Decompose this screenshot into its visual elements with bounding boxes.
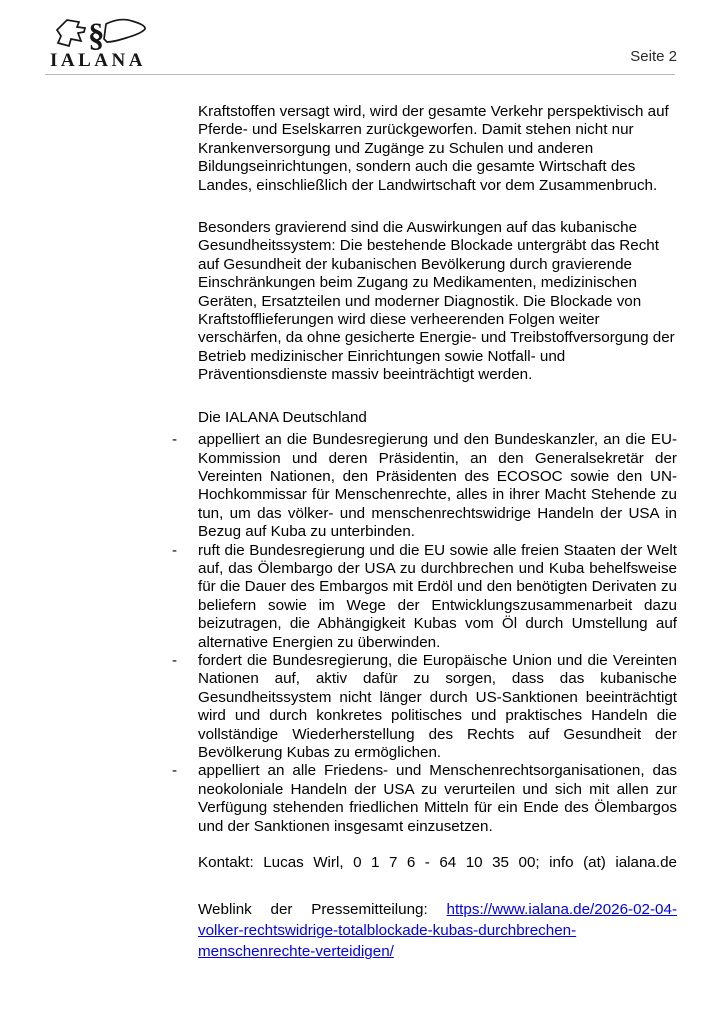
list-dash-marker: - bbox=[172, 651, 178, 669]
list-item-text: fordert die Bundesregierung, die Europäische Union und die Vereinten Nationen auf, aktiv dafür zu sorgen, dass das kubanische Gesundheitssystem nicht länger durch US-Sanktionen beeinträchtigt wird und durch konkretes politisches und praktisches Handeln die vollständige Wiederherstellung des Rechts auf Gesundheit der Bevölkerung Kubas zu ermöglichen. bbox=[198, 651, 677, 761]
logo-org-name: IALANA bbox=[50, 50, 146, 71]
demands-list bbox=[172, 431, 677, 836]
page-number-label: Seite 2 bbox=[630, 48, 677, 65]
list-item bbox=[172, 541, 677, 652]
body-paragraph: Besonders gravierend sind die Auswirkungen auf das kubanische Gesundheitssystem: Die bestehende Blockade untergräbt das Recht auf Gesundheit der kubanischen Bevölkerung durch gravierende Einschränkungen beim Zugang zu Medikamenten, medizinischen Geräten, Ersatzteilen und moderner Diagnostik. Die Blockade von Kraftstofflieferungen wird diese verheerenden Folgen weiter verschärfen, da ohne gesicherte Energie- und Treibstoffversorgung der Betrieb medizinischer Einrichtungen sowie Notfall- und Präventionsdienste massiv beeinträchtigt werden. bbox=[198, 219, 675, 384]
contact-line: Kontakt: Lucas Wirl, 0 1 7 6 - 64 10 35 00; info (at) ialana.de bbox=[198, 854, 677, 872]
list-dash-marker: - bbox=[172, 762, 178, 780]
list-item-text: ruft die Bundesregierung und die EU sowie alle freien Staaten der Welt auf, das Ölembargo der USA zu durchbrechen und Kuba behelfsweise für die Dauer des Embargos mit Erdöl und den benötigten Derivaten zu beliefern sowie im Wege der Entwicklungszusammenarbeit dazu beizutragen, die Abhängigkeit Kubas vom Öl durch Umstellung auf alternative Energien zu überwinden. bbox=[198, 541, 677, 651]
list-item-text: appelliert an die Bundesregierung und den Bundeskanzler, an die EU-Kommission und deren Präsidentin, an den Generalsekretär der Vereinten Nationen, den Präsidenten des ECOSOC sowie den UN-Hochkommissar für Menschenrechte, alles in ihrer Macht Stehende zu tun, um das völker- und menschenrechtswidrige Handeln der USA in Bezug auf Kuba zu unterbinden. bbox=[198, 431, 677, 541]
list-item-text: appelliert an alle Friedens- und Menschenrechtsorganisationen, das neokoloniale Handeln der USA zu verurteilen und sich mit allen zur Verfügung stehenden friedlichen Mitteln für ein Ende des Ölembargos und der Sanktionen insgesamt einzusetzen. bbox=[198, 762, 677, 835]
list-intro: Die IALANA Deutschland bbox=[198, 408, 367, 426]
svg-text:§: § bbox=[88, 18, 105, 54]
body-paragraph: Kraftstoffen versagt wird, wird der gesamte Verkehr perspektivisch auf Pferde- und Eselskarren zurückgeworfen. Damit stehen nicht nur Krankenversorgung und Zugänge zu Schulen und anderen Bildungseinrichtungen, sondern auch die gesamte Wirtschaft des Landes, einschließlich der Landwirtschaft vor dem Zusammenbruch. bbox=[198, 103, 669, 194]
document-body bbox=[172, 103, 677, 962]
weblink-paragraph bbox=[198, 899, 677, 962]
list-item bbox=[172, 651, 677, 762]
list-dash-marker: - bbox=[172, 541, 178, 559]
list-item bbox=[172, 431, 677, 541]
broken-missile-with-paragraph-sign-icon bbox=[50, 16, 150, 54]
weblink-prefix: Weblink der Pressemitteilung: bbox=[198, 901, 428, 919]
header-divider bbox=[45, 74, 675, 75]
list-item bbox=[172, 762, 677, 836]
ialana-logo bbox=[50, 16, 160, 70]
list-dash-marker: - bbox=[172, 431, 178, 449]
press-release-link[interactable]: https://www.ialana.de/2026-02-04-volker-rechtswidrige-totalblockade-kubas-durchbrechen-menschenrechte-verteidigen/ bbox=[198, 901, 677, 961]
